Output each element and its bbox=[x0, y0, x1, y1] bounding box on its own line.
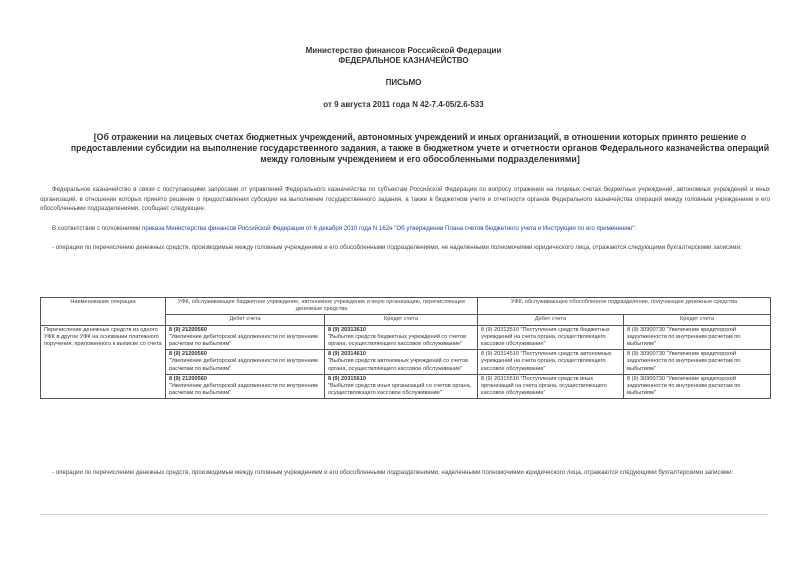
account-code: 8 (9) 20314610 bbox=[328, 351, 366, 358]
account-description: "Увеличение дебиторской задолженности по внутренним расчетам по выбытиям" bbox=[169, 358, 318, 372]
accounting-entries-table bbox=[40, 297, 771, 399]
intro-paragraph: Федеральное казначейство в связи с поступающими запросами от управлений Федерального казначейства по субъектам Российской Федерации по вопросу отражения на лицевых счетах бюджетных учреждений, автономных учреждений и иных организаций, в отношении которых принято решение о предоставлении субсидии на выполнение государственного задания, а также в бюджетном учете и отчетности органов Федерального казначейства операций между головным учреждением и его обособленными подразделениями, сообщает следующее. bbox=[40, 186, 770, 212]
document-type: ПИСЬМО bbox=[385, 78, 422, 87]
account-code: 8 (9) 20315610 bbox=[328, 375, 366, 382]
credit-cell: 8 (9) 30900730 "Увеличение кредиторской задолженности по внутренним расчетам по выбытиям" bbox=[624, 374, 771, 399]
account-description: "Увеличение дебиторской задолженности по внутренним расчетам по выбытиям" bbox=[169, 333, 318, 348]
non-legal-entity-paragraph: - операции по перечислению денежных средств, производимые между головным учреждением и его обособленными подразделениями, не наделенными полномочиями юридического лица, отражаются следующими бухгалтерскими записями: bbox=[52, 244, 742, 251]
debit-header: Дебет счета bbox=[166, 315, 325, 325]
account-description: "Увеличение дебиторской задолженности по внутренним расчетам по выбытиям" bbox=[169, 383, 318, 397]
treasury-name: ФЕДЕРАЛЬНОЕ КАЗНАЧЕЙСТВО bbox=[338, 56, 469, 65]
col-ufk-subdivision-header: УФК, обслуживающее обособленное подразделение, получающее денежные средства bbox=[478, 298, 771, 315]
credit-cell: 8 (9) 30900730 "Увеличение кредиторской задолженности по внутренним расчетам по выбытиям" bbox=[624, 325, 771, 350]
debit-header: Дебет счета bbox=[478, 315, 624, 325]
legal-basis-suffix: : bbox=[634, 225, 637, 232]
document-date-number: от 9 августа 2011 года N 42-7.4-05/2.6-533 bbox=[323, 100, 484, 109]
col-operation-header: Наименование операции bbox=[41, 298, 166, 326]
table-header-row bbox=[41, 298, 771, 315]
account-description: "Выбытия средств иных организаций со счетов органа, осуществляющего кассовое обслуживание" bbox=[328, 383, 472, 397]
legal-basis-prefix: В соответствии с положениями bbox=[52, 225, 143, 232]
debit-cell: 8 (9) 20314510 "Поступления средств автономных учреждений на счета органа, осуществляющего кассовое обслуживание" bbox=[478, 350, 624, 375]
account-code: 8 (9) 21200560 bbox=[169, 351, 207, 358]
legal-entity-paragraph: - операции по перечислению денежных средств, производимые между головным учреждением и его обособленными подразделениями, наделенными полномочиями юридического лица, отражаются следующими бухгалтерскими записями: bbox=[52, 469, 734, 476]
debit-cell bbox=[166, 325, 325, 350]
operation-cell: Перечисление денежных средств из одного УФК в другое УФК на основании платежного поручения, приложенного к выписке со счета bbox=[41, 325, 166, 399]
order-link[interactable]: приказа Министерства финансов Российской Федерации от 6 декабря 2010 года N 162н "Об утверждении Плана счетов бюджетного учета и Инструкции по его применению" bbox=[142, 225, 635, 232]
page-divider bbox=[40, 514, 768, 515]
debit-cell bbox=[166, 374, 325, 399]
account-description: "Выбытия средств бюджетных учреждений со счетов органа, осуществляющего кассовое обслуживание" bbox=[328, 333, 467, 348]
document-subject: [Об отражении на лицевых счетах бюджетных учреждений, автономных учреждений и иных организаций, в отношении которых принято решение о предоставлении субсидии на выполнение государственного задания, а также в бюджетном учете и отчетности органов Федерального казначейства операций между головным учреждением и его обособленными подразделениями] bbox=[70, 132, 770, 164]
credit-cell bbox=[325, 325, 478, 350]
credit-cell bbox=[325, 350, 478, 375]
table-row bbox=[41, 325, 771, 350]
account-code: 8 (9) 21200560 bbox=[169, 326, 207, 333]
credit-header: Кредит счета bbox=[624, 315, 771, 325]
debit-cell: 8 (9) 20313510 "Поступления средств бюджетных учреждений на счета органа, осуществляющего кассовое обслуживание" bbox=[478, 325, 624, 350]
ministry-name: Министерство финансов Российской Федерации bbox=[305, 46, 502, 55]
credit-cell bbox=[325, 374, 478, 399]
credit-cell: 8 (9) 30900730 "Увеличение кредиторской задолженности по внутренним расчетам по выбытиям" bbox=[624, 350, 771, 375]
account-description: "Выбытия средств автономных учреждений со счетов органа, осуществляющего кассовое обслуживание" bbox=[328, 358, 468, 372]
debit-cell bbox=[166, 350, 325, 375]
credit-header: Кредит счета bbox=[325, 315, 478, 325]
account-code: 8 (9) 20313610 bbox=[328, 326, 366, 333]
col-ufk-budget-header: УФК, обслуживающее бюджетное учреждение, автономное учреждение и иную организацию, перечисляющее денежные средства bbox=[166, 298, 478, 315]
debit-cell: 8 (9) 20315510 "Поступления средств иных организаций на счета органа, осуществляющего кассовое обслуживание" bbox=[478, 374, 624, 399]
account-code: 8 (9) 21200560 bbox=[169, 375, 207, 382]
legal-basis-paragraph bbox=[40, 224, 770, 234]
